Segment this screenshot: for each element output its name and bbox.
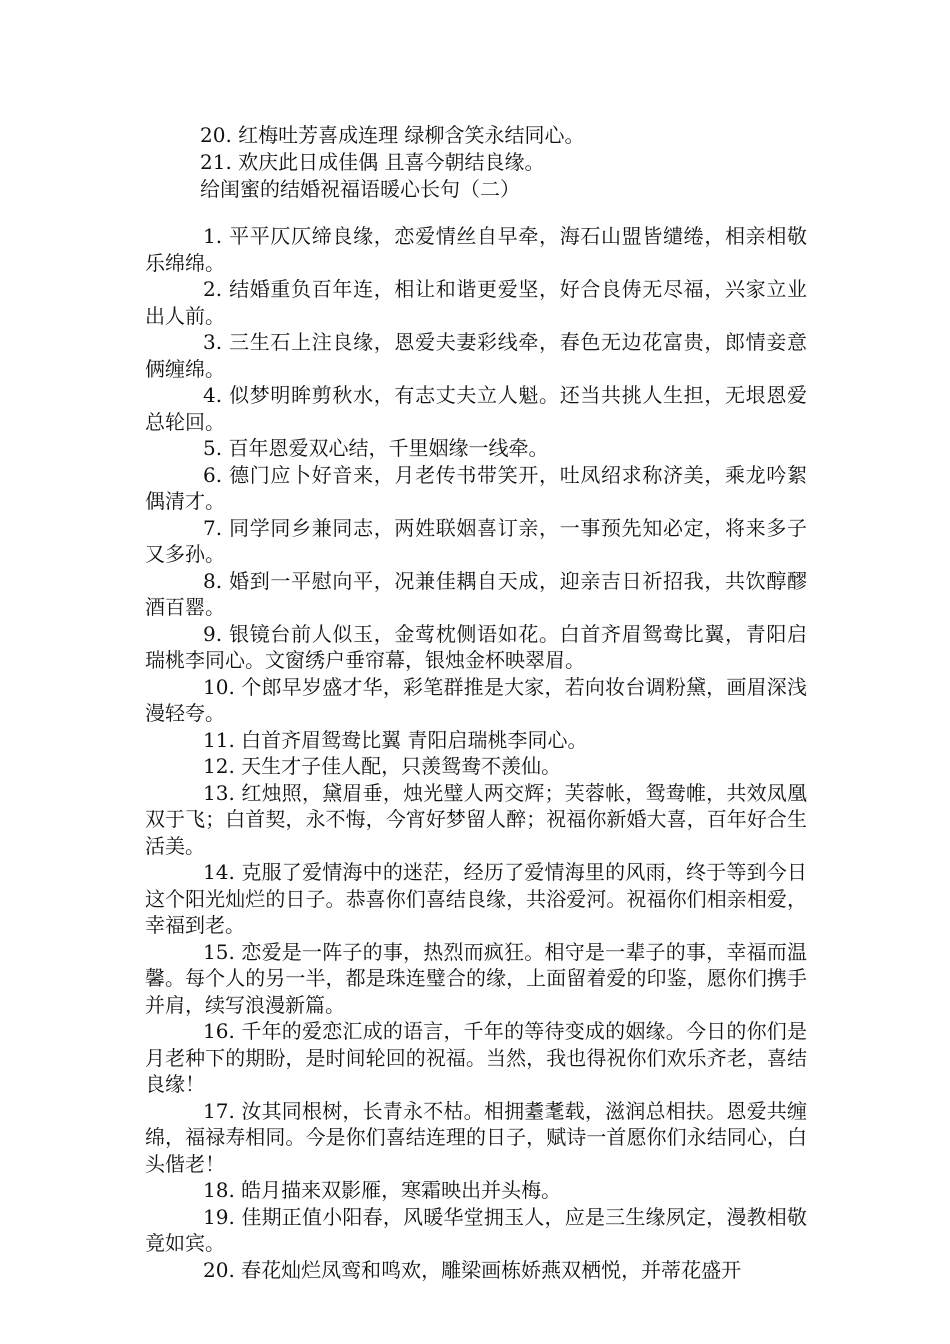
intro-line-21: 21. 欢庆此日成佳偶 且喜今朝结良缘。 (200, 150, 545, 174)
list-item: 19. 佳期正值小阳春，风暖华堂拥玉人，应是三生缘夙定，漫教相敬竟如宾。 (145, 1204, 807, 1255)
list-item: 17. 汝其同根树，长青永不枯。相拥耋耄载，滋润总相扶。恩爱共缠绵，福禄寿相同。今是你们喜结连理的日子，赋诗一首愿你们永结同心，白头偕老！ (145, 1098, 807, 1176)
list-item: 7. 同学同乡兼同志，两姓联姻喜订亲，一事预先知必定，将来多子又多孙。 (145, 515, 807, 566)
list-item: 16. 千年的爱恋汇成的语言，千年的等待变成的姻缘。今日的你们是月老种下的期盼，是时间轮回的祝福。当然，我也得祝你们欢乐齐老，喜结良缘！ (145, 1019, 807, 1096)
list-item: 3. 三生石上注良缘，恩爱夫妻彩线牵，春色无边花富贵，郎情妾意俩缠绵。 (145, 330, 807, 381)
list-item: 2. 结婚重负百年连，相让和谐更爱坚，好合良俦无尽福，兴家立业出人前。 (145, 277, 807, 328)
list-item: 20. 春花灿烂凤鸾和鸣欢，雕梁画栋娇燕双栖悦，并蒂花盛开 (203, 1257, 742, 1282)
list-item: 8. 婚到一平慰向平，况兼佳耦自天成，迎亲吉日祈招我，共饮醇醪酒百罂。 (145, 568, 807, 619)
section-title: 给闺蜜的结婚祝福语暖心长句（二） (200, 177, 520, 201)
list-item: 1. 平平仄仄缔良缘，恋爱情丝自早牵，海石山盟皆缱绻，相亲相敬乐绵绵。 (145, 224, 807, 275)
list-item: 10. 个郎早岁盛才华，彩笔群推是大家，若向妆台调粉黛，画眉深浅漫轻夸。 (145, 674, 807, 725)
list-item: 6. 德门应卜好音来，月老传书带笑开，吐凤绍求称济美，乘龙吟絮偶清才。 (145, 462, 807, 513)
list-item: 14. 克服了爱情海中的迷茫，经历了爱情海里的风雨，终于等到今日这个阳光灿烂的日子。恭喜你们喜结良缘，共浴爱河。祝福你们相亲相爱，幸福到老。 (145, 860, 807, 937)
list-item: 18. 皓月描来双影雁，寒霜映出并头梅。 (203, 1178, 562, 1202)
list-item: 13. 红烛照，黛眉垂，烛光璧人两交辉；芙蓉帐，鸳鸯帷，共效凤凰双于飞；白首契，永不悔，今宵好梦留人醉；祝福你新婚大喜，百年好合生活美。 (145, 780, 807, 858)
list-item: 11. 白首齐眉鸳鸯比翼 青阳启瑞桃李同心。 (203, 727, 588, 752)
blessing-list (145, 223, 807, 1283)
list-item: 9. 银镜台前人似玉，金莺枕侧语如花。白首齐眉鸳鸯比翼，青阳启瑞桃李同心。文窗绣户垂帘幕，银烛金杯映翠眉。 (145, 621, 807, 672)
list-item: 4. 似梦明眸剪秋水，有志丈夫立人魁。还当共挑人生担，无垠恩爱总轮回。 (145, 383, 807, 434)
list-item: 15. 恋爱是一阵子的事，热烈而疯狂。相守是一辈子的事，幸福而温馨。每个人的另一半，都是珠连璧合的缘，上面留着爱的印鉴，愿你们携手并肩，续写浪漫新篇。 (145, 939, 807, 1017)
list-item: 12. 天生才子佳人配，只羡鸳鸯不羡仙。 (203, 754, 562, 778)
intro-line-20: 20. 红梅吐芳喜成连理 绿柳含笑永结同心。 (200, 123, 585, 147)
list-item: 5. 百年恩爱双心结，千里姻缘一线牵。 (203, 436, 549, 460)
